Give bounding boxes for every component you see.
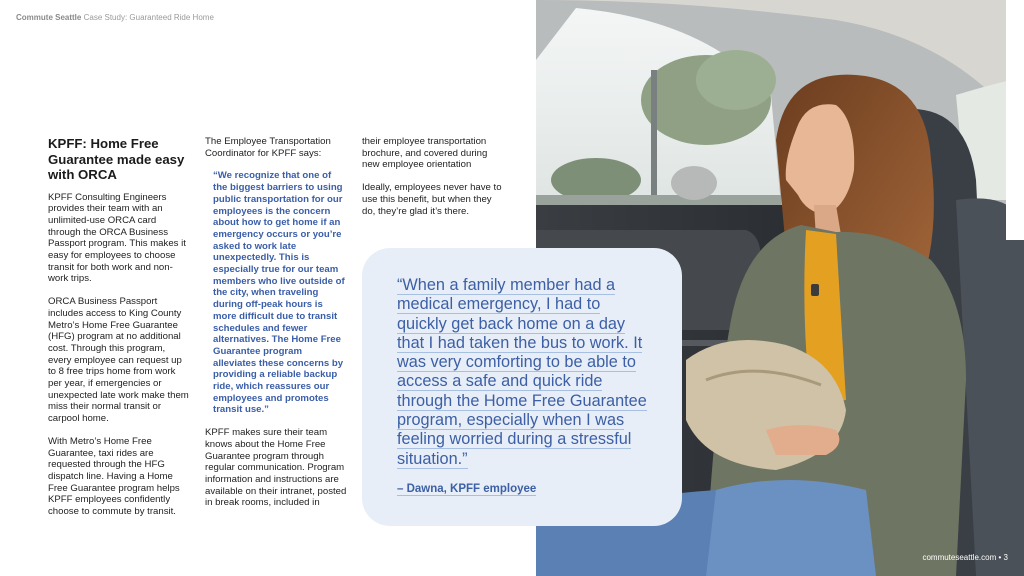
header-brand: Commute Seattle	[16, 13, 82, 22]
header-subtitle: Case Study: Guaranteed Ride Home	[83, 13, 214, 22]
photo-corner-mask	[1006, 0, 1024, 240]
testimonial-callout	[362, 248, 682, 526]
col2-paragraph-2: KPFF makes sure their team knows about the Home Free Guarantee program through regular communication. Program information and instructions are available on their intranet, posted in break rooms, included in	[205, 427, 347, 509]
column-1	[48, 136, 190, 529]
testimonial-quote-text: “When a family member had a medical emergency, I had to quickly get back home on a day that I had taken the bus to work. It was very comforting to be able to access a safe and quick ride through the Home Free Guarantee program, especially when I was feeling worried during a stressful situation.”	[397, 276, 647, 468]
footer-separator: •	[998, 553, 1002, 562]
section-heading: KPFF: Home Free Guarantee made easy with ORCA	[48, 136, 185, 182]
testimonial-attribution	[397, 483, 654, 495]
col1-paragraph-1: KPFF Consulting Engineers provides their team with an unlimited-use ORCA card through the ORCA Business Passport program. This makes it easy for employees to choose transit for both work and non-work trips.	[48, 191, 186, 285]
testimonial-quote	[397, 276, 654, 469]
col2-intro: The Employee Transportation Coordinator for KPFF says:	[205, 136, 331, 159]
column-2	[205, 136, 347, 520]
col3-paragraph-2: Ideally, employees never have to use this benefit, but when they do, they’re glad it’s there.	[362, 182, 502, 217]
col1-paragraph-3: With Metro’s Home Free Guarantee, taxi rides are requested through the HFG dispatch line. Having a Home Free Guarantee program helps KPFF employees confidently choose to commute by transit.	[48, 435, 180, 518]
col3-paragraph-1: their employee transportation brochure, and covered during new employee orientation	[362, 136, 488, 171]
page-footer	[922, 553, 1008, 562]
page-number: 3	[1003, 553, 1008, 562]
attribution-text: – Dawna, KPFF employee	[397, 482, 537, 495]
coordinator-quote: “We recognize that one of the biggest barriers to using public transportation for our employees is the concern about how to get home if an emergency occurs or you’re asked to work late unexpectedly. This is especially true for our team members who live outside of the city, when traveling during off-peak hours is more difficult due to transit schedules and fewer alternatives. The Home Free Guarantee program alleviates these concerns by providing a reliable backup ride, which reassures our employees and promotes transit use.”	[213, 170, 345, 416]
column-3	[362, 136, 504, 228]
col1-paragraph-2: ORCA Business Passport includes access to King County Metro’s Home Free Guarantee (HFG) program at no additional cost. Through this program, every employee can request up to 8 free trips home from work per year, if emergencies or unexpected late work make them miss their normal transit or carpool home.	[48, 296, 189, 425]
footer-site: commuteseattle.com	[922, 553, 997, 562]
page-header	[16, 13, 214, 22]
